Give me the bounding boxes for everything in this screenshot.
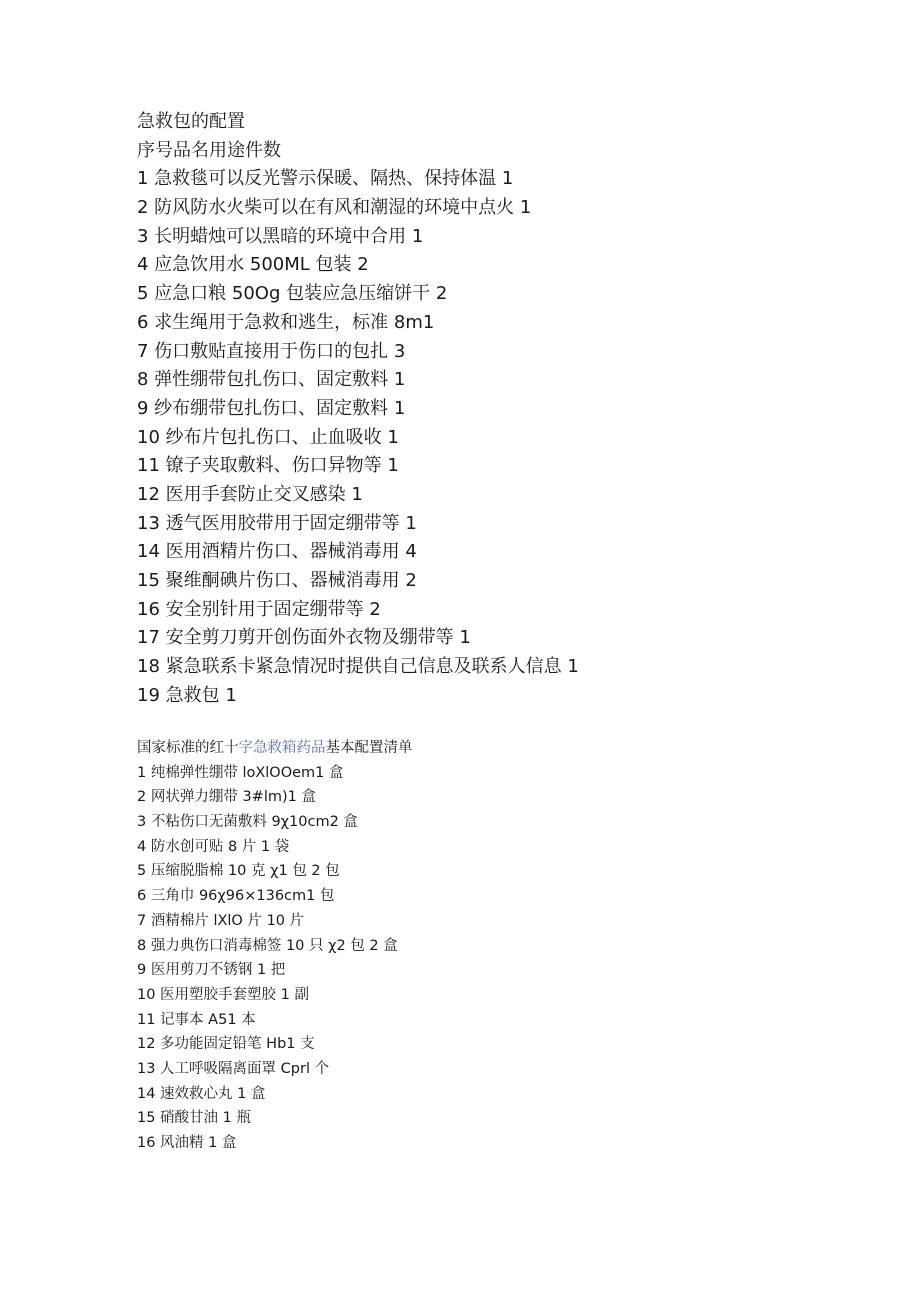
first-aid-kit-link[interactable]: 字急救箱药品 [238,740,326,756]
list-item: 15 聚维酮碘片伤口、器械消毒用 2 [137,570,417,591]
list-item: 7 酒精棉片 lXlO 片 10 片 [137,912,305,929]
list-item: 10 纱布片包扎伤口、止血吸收 1 [137,426,399,448]
list-item: 19 急救包 1 [137,684,237,706]
list-item: 1 急救毯可以反光警示保暖、隔热、保持体温 1 [137,168,514,190]
list-item: 11 记事本 A51 本 [137,1011,256,1028]
list-item: 11 镣子夹取敷料、伤口异物等 1 [137,455,399,477]
title-text-end: 基本配置清单 [325,740,413,756]
list-item: 7 伤口敷贴直接用于伤口的包扎 3 [137,340,406,362]
list-item: 5 应急口粮 50Og 包装应急压缩饼干 2 [137,283,448,305]
list-item: 12 多功能固定铅笔 Hb1 支 [137,1036,315,1053]
list-item: 16 安全别针用于固定绷带等 2 [137,598,381,620]
red-cross-kit-section [137,736,413,1156]
section-title [137,736,413,761]
list-item: 4 防水创可贴 8 片 1 袋 [137,838,290,855]
list-item: 17 安全剪刀剪开创伤面外衣物及绷带等 1 [137,627,471,649]
list-item: 16 风油精 1 盒 [137,1135,237,1151]
list-item: 1 纯棉弹性绷带 loXlOOem1 盒 [137,764,344,781]
list-item: 3 长明蜡烛可以黑暗的环境中合用 1 [137,225,424,247]
list-item: 13 人工呼吸隔离面罩 Cprl 个 [137,1060,330,1077]
list-item: 13 透气医用胶带用于固定绷带等 1 [137,512,417,534]
list-item: 6 求生绳用于急救和逃生，标准 8m1 [137,311,435,333]
list-item: 14 速效救心丸 1 盒 [137,1085,266,1102]
list-item: 6 三角巾 96χ96×136cm1 包 [137,888,335,905]
list-item: 8 强力典伤口消毒棉签 10 只 χ2 包 2 盒 [137,937,398,954]
title-text-start: 国家标准的红十 [137,740,239,756]
list-item: 10 医用塑胶手套塑胶 1 副 [137,986,310,1003]
first-aid-kit-section [137,108,579,710]
list-item: 2 网状弹力绷带 3#lm)1 盒 [137,789,316,806]
list-item: 9 纱布绷带包扎伤口、固定敷料 1 [137,397,406,419]
list-item: 12 医用手套防止交叉感染 1 [137,483,363,505]
list-item: 5 压缩脱脂棉 10 克 χ1 包 2 包 [137,863,340,880]
list-item: 8 弹性绷带包扎伤口、固定敷料 1 [137,369,406,391]
list-item: 3 不粘伤口无菌敷料 9χ10cm2 盒 [137,814,358,831]
list-item: 2 防风防水火柴可以在有风和潮湿的环境中点火 1 [137,197,532,219]
kit-items-list [137,165,579,710]
section-title: 急救包的配置 [137,111,245,132]
list-item: 4 应急饮用水 500ML 包装 2 [137,254,369,276]
list-item: 18 紧急联系卡紧急情况时提供自己信息及联系人信息 1 [137,656,579,678]
list-item: 9 医用剪刀不锈钢 1 把 [137,962,286,979]
table-header: 序号品名用途件数 [137,139,281,161]
kit-items-list [137,761,413,1156]
list-item: 15 硝酸甘油 1 瓶 [137,1110,252,1127]
list-item: 14 医用酒精片伤口、器械消毒用 4 [137,541,417,563]
